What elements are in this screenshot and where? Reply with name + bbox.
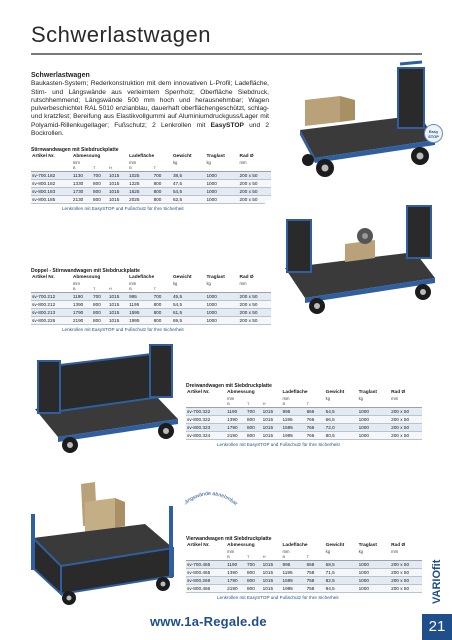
cell: 1015 xyxy=(262,415,282,423)
cell: 200 x 50 xyxy=(390,415,422,423)
table-row xyxy=(31,187,271,195)
cell: 1000 xyxy=(205,179,238,187)
variofit-brand-logo xyxy=(428,540,444,606)
cell: 1595 xyxy=(128,308,152,316)
cell: 1000 xyxy=(205,196,238,204)
intro-heading: Schwerlastwagen xyxy=(31,72,90,79)
cell: 800 xyxy=(92,300,108,308)
col-header: Gewicht xyxy=(325,543,345,548)
stamp-text: Längswände abnehmbar xyxy=(181,490,239,507)
table-row xyxy=(31,171,271,179)
cell: sv-800.322 xyxy=(186,415,226,423)
cell: 800 xyxy=(153,300,172,308)
cell: 1025 xyxy=(128,171,152,179)
cell: 200 x 50 xyxy=(390,423,422,431)
cell: 800 xyxy=(92,196,108,204)
col-header: Ladefläche xyxy=(282,543,308,548)
col-header: Ladefläche xyxy=(282,390,308,395)
table-row xyxy=(31,179,271,187)
col-header: Ladefläche xyxy=(129,275,155,280)
page-number: 21 xyxy=(422,614,452,640)
col-unit: mm xyxy=(227,548,235,554)
cell: 1015 xyxy=(108,300,128,308)
cell: sv-800.269 xyxy=(186,576,226,584)
cell: 800 xyxy=(153,317,172,325)
dim-label: T xyxy=(92,286,108,292)
cell: 800 xyxy=(92,308,108,316)
cell: 1015 xyxy=(108,317,128,325)
cell: 1195 xyxy=(281,568,305,576)
cell: 758 xyxy=(306,576,325,584)
cell: 1190 xyxy=(226,560,246,568)
col-unit: mm xyxy=(227,395,235,401)
cell: 1000 xyxy=(205,292,238,300)
table-row xyxy=(31,196,271,204)
cell: 766 xyxy=(306,423,325,431)
cell: 200 x 50 xyxy=(390,585,422,593)
dim-label: B xyxy=(226,401,246,407)
spec-title: Vierwandwagen mit Siebdruckplatte xyxy=(186,536,272,542)
spec-table xyxy=(186,390,422,440)
spec-table xyxy=(31,275,271,325)
cell: 1790 xyxy=(226,423,246,431)
cell: 800 xyxy=(153,196,172,204)
table-row xyxy=(186,415,422,423)
dim-label: B xyxy=(72,165,92,171)
col-header: Abmessung xyxy=(227,543,255,548)
cell: 1995 xyxy=(128,317,152,325)
cell: 1790 xyxy=(72,308,92,316)
cell: sv-800.323 xyxy=(186,423,226,431)
cell: 800 xyxy=(246,432,262,440)
cell: 1000 xyxy=(205,171,238,179)
cell: 800 xyxy=(246,576,262,584)
dim-label: H xyxy=(108,165,128,171)
col-unit: mm xyxy=(391,395,399,401)
dim-label: H xyxy=(108,286,128,292)
col-unit: mm xyxy=(282,548,290,554)
cell: sv-800.465 xyxy=(186,568,226,576)
intro-body-part1: Baukasten-System; Rederkonstruktion mit dem innovativen L-Profil; Ladefläche, Stirn- und Längswände aus verleimtem Sperrholz; Oberfläche Siebdruck, rutschhemmend; Längswände 500 mm hoch und herausnehmbar; Wagen pulverbeschichtet RAL 5010 enzianblau, dauerhaft oberflächengeschützt, schlag- und kratzfest; Bereifung aus Elastikvollgummi auf Aluminiumdruckguss/Lager mit Polyamid-Rillenkugellager; Fußschutz; 2 Lenkrollen mit xyxy=(31,80,269,129)
dim-label: B xyxy=(281,401,305,407)
cell: sv-800.213 xyxy=(31,308,72,316)
cell: 69,5 xyxy=(172,317,206,325)
cell: 1015 xyxy=(108,179,128,187)
table-row xyxy=(186,407,422,415)
spec-table xyxy=(186,543,422,593)
cell: 72,0 xyxy=(325,423,358,431)
cell: 800 xyxy=(153,179,172,187)
spec-title: Dreiwandwagen mit Siebdruckplatte xyxy=(186,383,272,389)
cell: sv-800.183 xyxy=(31,187,72,195)
spec-footer: Lenkrollen mit EasySTOP und Fußschutz für Ihre Sicherheit xyxy=(62,327,184,333)
cell: 800 xyxy=(246,585,262,593)
cell: 200 x 50 xyxy=(239,179,271,187)
cell: 200 x 50 xyxy=(390,407,422,415)
product-photo-doppel-stirnwand xyxy=(265,200,445,315)
cell: 1195 xyxy=(128,300,152,308)
cell: 94,5 xyxy=(325,585,358,593)
cell: 1000 xyxy=(205,187,238,195)
cell: 995 xyxy=(281,407,305,415)
cell: 1015 xyxy=(262,585,282,593)
cell: 200 x 50 xyxy=(390,432,422,440)
cell: 1625 xyxy=(128,187,152,195)
cell: 1000 xyxy=(205,308,238,316)
cell: 1015 xyxy=(108,292,128,300)
col-unit: mm xyxy=(72,159,80,165)
cell: 1000 xyxy=(358,432,391,440)
cell: 200 x 50 xyxy=(390,560,422,568)
cell: 200 x 50 xyxy=(239,292,271,300)
col-unit: kg xyxy=(325,395,331,401)
cell: 54,5 xyxy=(172,187,206,195)
product-photo-stirnwand xyxy=(270,60,440,185)
col-unit: mm xyxy=(129,280,137,286)
spec-table xyxy=(31,154,271,204)
cell: 200 x 50 xyxy=(239,308,271,316)
cell: 1730 xyxy=(72,187,92,195)
table-row xyxy=(31,292,271,300)
cell: 54,5 xyxy=(172,300,206,308)
cell: 200 x 50 xyxy=(239,300,271,308)
dim-label: B xyxy=(128,165,152,171)
intro-text xyxy=(31,72,269,138)
cell: 1130 xyxy=(72,171,92,179)
cell: 200 x 50 xyxy=(239,317,271,325)
cell: sv-800.182 xyxy=(31,179,72,187)
cell: sv-700.182 xyxy=(31,171,72,179)
spec-title: Doppel - Stirnwandwagen mit Siebdruckplatte xyxy=(31,268,140,274)
easystop-badge xyxy=(424,124,443,143)
col-unit: kg xyxy=(172,159,178,165)
dim-label: T xyxy=(92,165,108,171)
cell: 700 xyxy=(246,560,262,568)
col-unit: kg xyxy=(206,280,211,286)
cell: 1595 xyxy=(281,423,305,431)
col-header: Traglast xyxy=(206,275,225,280)
svg-text:Längswände abnehmbar xyxy=(182,491,239,507)
cell: 800 xyxy=(92,317,108,325)
spec-block-dreiwand xyxy=(186,383,422,447)
cell: 200 x 50 xyxy=(239,187,271,195)
table-row xyxy=(186,585,422,593)
dim-label: B xyxy=(128,286,152,292)
cell: 800 xyxy=(246,423,262,431)
cell: 1000 xyxy=(205,300,238,308)
spec-block-vierwand xyxy=(186,536,422,600)
removable-walls-stamp xyxy=(175,480,245,512)
cell: 766 xyxy=(306,432,325,440)
col-header: Artikel Nr. xyxy=(187,390,210,395)
cell: 1015 xyxy=(262,432,282,440)
cell: 800 xyxy=(153,187,172,195)
cell: 1015 xyxy=(262,568,282,576)
spec-footer: Lenkrollen mit EasySTOP und Fußschutz für Ihre Sicherheit xyxy=(62,206,184,212)
dim-label: B xyxy=(281,554,305,560)
col-header: Rad Ø xyxy=(239,275,254,280)
cell: 66,5 xyxy=(325,415,358,423)
cell: 2130 xyxy=(72,196,92,204)
cell: 700 xyxy=(92,171,108,179)
dim-label: T xyxy=(306,401,325,407)
cell: 800 xyxy=(92,179,108,187)
cell: 758 xyxy=(306,585,325,593)
cell: 800 xyxy=(92,187,108,195)
cell: 2190 xyxy=(226,432,246,440)
cell: 1015 xyxy=(262,560,282,568)
table-row xyxy=(186,432,422,440)
col-header: Gewicht xyxy=(172,154,192,159)
col-header: Artikel Nr. xyxy=(32,275,55,280)
cell: 38,5 xyxy=(172,171,206,179)
dim-label: T xyxy=(306,554,325,560)
cell: 1000 xyxy=(358,407,391,415)
cell: 1190 xyxy=(226,407,246,415)
cell: 658 xyxy=(306,560,325,568)
col-header: Traglast xyxy=(206,154,225,159)
cell: 1390 xyxy=(72,300,92,308)
cell: 1595 xyxy=(281,576,305,584)
cell: 2190 xyxy=(72,317,92,325)
cell: 1000 xyxy=(358,568,391,576)
table-row xyxy=(31,300,271,308)
dim-label: T xyxy=(153,286,172,292)
dim-label: T xyxy=(246,401,262,407)
spec-title: Stirnwandwagen mit Siebdruckplatte xyxy=(31,147,119,153)
table-row xyxy=(31,317,271,325)
intro-body-bold: EasySTOP xyxy=(210,121,244,129)
cell: 700 xyxy=(92,292,108,300)
col-header: Artikel Nr. xyxy=(187,543,210,548)
dim-label: H xyxy=(262,401,282,407)
dim-label: B xyxy=(72,286,92,292)
cell: 1390 xyxy=(226,415,246,423)
col-header: Traglast xyxy=(358,390,377,395)
dim-label: T xyxy=(246,554,262,560)
cell: sv-800.212 xyxy=(31,300,72,308)
cell: 1000 xyxy=(358,585,391,593)
cell: 700 xyxy=(246,407,262,415)
cell: 995 xyxy=(281,560,305,568)
easystop-line2: STOP xyxy=(428,134,439,139)
col-unit: mm xyxy=(239,280,247,286)
cell: 200 x 50 xyxy=(390,568,422,576)
easystop-line1: Easy xyxy=(428,129,439,134)
cell: sv-800.466 xyxy=(186,585,226,593)
product-photo-dreiwand xyxy=(20,335,190,455)
cell: 1390 xyxy=(226,568,246,576)
dim-label: B xyxy=(226,554,246,560)
spec-block-doppel-stirnwand xyxy=(31,268,271,332)
intro-body-part2: und 2 Bockrollen. xyxy=(31,121,269,138)
table-row xyxy=(186,568,422,576)
cell: 1000 xyxy=(205,317,238,325)
col-unit: kg xyxy=(172,280,178,286)
col-header: Abmessung xyxy=(72,154,101,159)
product-photo-vierwand xyxy=(25,478,185,606)
cell: 800 xyxy=(153,308,172,316)
cell: 1015 xyxy=(108,187,128,195)
table-row xyxy=(186,423,422,431)
cell: 2190 xyxy=(226,585,246,593)
cell: 1330 xyxy=(72,179,92,187)
footer-url[interactable]: www.1a-Regale.de xyxy=(150,614,267,629)
cell: 766 xyxy=(306,415,325,423)
cell: 71,5 xyxy=(325,568,358,576)
cell: 1790 xyxy=(226,576,246,584)
cell: 61,5 xyxy=(172,308,206,316)
cell: 995 xyxy=(128,292,152,300)
cell: sv-700.212 xyxy=(31,292,72,300)
col-unit: kg xyxy=(358,395,363,401)
col-header: Ladefläche xyxy=(129,154,155,159)
cell: sv-800.226 xyxy=(31,317,72,325)
col-unit: mm xyxy=(282,395,290,401)
col-header: Rad Ø xyxy=(239,154,254,159)
title-rule xyxy=(31,53,422,55)
cell: 1000 xyxy=(358,576,391,584)
cell: 82,5 xyxy=(325,576,358,584)
col-header: Gewicht xyxy=(325,390,345,395)
cell: 1195 xyxy=(281,415,305,423)
cell: 1015 xyxy=(108,196,128,204)
page-title: Schwerlastwagen xyxy=(31,22,211,47)
cell: 58,5 xyxy=(325,560,358,568)
col-unit: mm xyxy=(239,159,247,165)
spec-footer: Lenkrollen mit EasySTOP und Fußschutz für Ihre Sicherheit! xyxy=(217,442,340,448)
col-header: Rad Ø xyxy=(391,390,406,395)
cell: 1015 xyxy=(108,171,128,179)
col-header: Abmessung xyxy=(72,275,101,280)
col-unit: kg xyxy=(358,548,363,554)
cell: 2025 xyxy=(128,196,152,204)
cell: 1000 xyxy=(358,423,391,431)
table-row xyxy=(31,308,271,316)
cell: 62,5 xyxy=(172,196,206,204)
cell: 800 xyxy=(246,568,262,576)
col-header: Rad Ø xyxy=(391,543,406,548)
cell: 80,5 xyxy=(325,432,358,440)
cell: 54,5 xyxy=(325,407,358,415)
col-header: Gewicht xyxy=(172,275,192,280)
cell: 200 x 50 xyxy=(239,171,271,179)
col-header: Traglast xyxy=(358,543,377,548)
col-unit: mm xyxy=(72,280,80,286)
dim-label: T xyxy=(153,165,172,171)
cell: 1015 xyxy=(262,407,282,415)
cell: 1015 xyxy=(262,576,282,584)
cell: 1000 xyxy=(358,560,391,568)
cell: 1000 xyxy=(358,415,391,423)
col-unit: kg xyxy=(325,548,331,554)
cell: sv-800.324 xyxy=(186,432,226,440)
col-header: Abmessung xyxy=(227,390,255,395)
cell: 700 xyxy=(153,292,172,300)
table-row xyxy=(186,576,422,584)
cell: 1225 xyxy=(128,179,152,187)
cell: sv-800.185 xyxy=(31,196,72,204)
cell: 800 xyxy=(246,415,262,423)
cell: 700 xyxy=(153,171,172,179)
cell: 1015 xyxy=(262,423,282,431)
intro-body xyxy=(31,80,269,137)
cell: 758 xyxy=(306,568,325,576)
col-unit: mm xyxy=(391,548,399,554)
cell: 666 xyxy=(306,407,325,415)
cell: 1015 xyxy=(108,308,128,316)
brand-text: VARIOfit xyxy=(431,559,443,604)
cell: 1995 xyxy=(281,432,305,440)
cell: 200 x 50 xyxy=(239,196,271,204)
cell: sv-700.322 xyxy=(186,407,226,415)
spec-footer: Lenkrollen mit EasySTOP und Fußschutz für Ihre Sicherheit xyxy=(217,595,339,601)
cell: 1190 xyxy=(72,292,92,300)
col-header: Artikel Nr. xyxy=(32,154,55,159)
cell: 47,5 xyxy=(172,179,206,187)
col-unit: mm xyxy=(129,159,137,165)
dim-label: H xyxy=(262,554,282,560)
cell: sv-700.465 xyxy=(186,560,226,568)
col-unit: kg xyxy=(206,159,211,165)
cell: 200 x 50 xyxy=(390,576,422,584)
cell: 1995 xyxy=(281,585,305,593)
table-row xyxy=(186,560,422,568)
spec-block-stirnwand xyxy=(31,147,271,211)
cell: 45,5 xyxy=(172,292,206,300)
